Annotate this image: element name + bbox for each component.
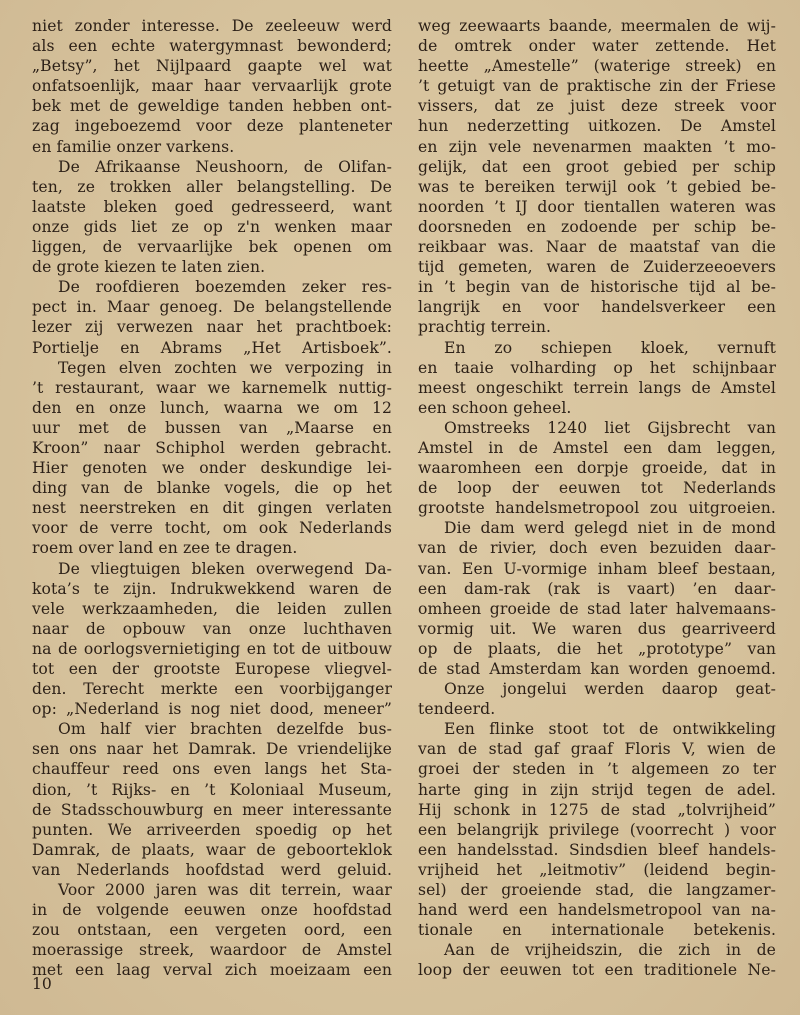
- text-line: zag ingeboezemd voor deze planteneter: [32, 117, 392, 136]
- text-line: uur met de bussen van „Maarse en: [32, 418, 392, 437]
- text-line: de Stadsschouwburg en meer interessante: [32, 800, 392, 819]
- text-line: Kroon” naar Schiphol werden gebracht.: [32, 438, 392, 457]
- text-line: vissers, dat ze juist deze streek voor: [418, 97, 776, 116]
- text-line: Onze jongelui werden daarop geat-: [444, 680, 776, 699]
- text-line: van. Een U-vormige inham bleef bestaan,: [418, 559, 776, 578]
- text-line: sen ons naar het Damrak. De vriendelijke: [32, 740, 392, 759]
- right-text-column: [418, 16, 776, 981]
- text-line: punten. We arriveerden spoedig op het: [32, 820, 392, 839]
- text-line: dion, ’t Rijks- en ’t Koloniaal Museum,: [32, 780, 392, 799]
- text-line: heette „Amestelle” (waterige streek) en: [418, 57, 776, 76]
- text-line: meest ongeschikt terrein langs de Amstel: [418, 378, 776, 397]
- text-line: een belangrijk privilege (voorrecht ) voor: [418, 820, 776, 839]
- text-line: Tegen elven zochten we verpozing in: [58, 358, 392, 377]
- text-line: ding van de blanke vogels, die op het: [32, 479, 392, 498]
- text-line: voor de verre tocht, om ook Nederlands: [32, 519, 392, 538]
- text-line: prachtig terrein.: [418, 318, 552, 337]
- text-line: omheen groeide de stad later halvemaans-: [418, 599, 776, 618]
- text-line: „Betsy”, het Nijlpaard gaapte wel wat: [32, 57, 392, 76]
- text-line: een handelsstad. Sindsdien bleef handels-: [418, 840, 776, 859]
- text-line: een dam-rak (rak is vaart) ’en daar-: [418, 579, 776, 598]
- text-line: langrijk en voor handelsverkeer een: [418, 298, 776, 317]
- text-line: De Afrikaanse Neushoorn, de Olifan-: [58, 157, 392, 176]
- text-line: loop der eeuwen tot een traditionele Ne-: [418, 961, 776, 980]
- text-line: ’t restaurant, waar we karnemelk nuttig-: [32, 378, 392, 397]
- text-line: tionale en internationale betekenis.: [418, 921, 776, 940]
- text-line: en taaie volharding op het schijnbaar: [418, 358, 776, 377]
- text-line: ’t getuigt van de praktische zin der Friese: [418, 77, 776, 96]
- text-line: grootste handelsmetropool zou uitgroeien.: [418, 499, 776, 518]
- text-line: van de rivier, doch even bezuiden daar-: [418, 539, 776, 558]
- text-line: Voor 2000 jaren was dit terrein, waar: [58, 881, 392, 900]
- text-line: in ’t begin van de historische tijd al be-: [418, 278, 776, 297]
- text-line: weg zeewaarts baande, meermalen de wij-: [418, 17, 776, 35]
- text-line: een schoon geheel.: [418, 398, 572, 417]
- text-line: Omstreeks 1240 liet Gijsbrecht van: [444, 418, 776, 437]
- text-line: de grote kiezen te laten zien.: [32, 258, 266, 277]
- text-line: op de plaats, die het „prototype” van: [418, 639, 776, 658]
- text-line: tijd gemeten, waren de Zuiderzeeoevers: [418, 258, 776, 277]
- text-line: vele werkzaamheden, die leiden zullen: [32, 599, 392, 618]
- page-number: 10: [32, 975, 52, 993]
- text-line: zou ontstaan, een vergeten oord, een: [32, 921, 392, 940]
- text-line: liggen, de vervaarlijke bek openen om: [32, 238, 392, 257]
- left-text-column: [32, 16, 392, 981]
- text-line: lezer zij verwezen naar het prachtboek:: [32, 318, 392, 337]
- text-line: en zijn vele nevenarmen maakten ’t mo-: [418, 137, 776, 156]
- text-line: van de stad gaf graaf Floris V, wien de: [418, 740, 776, 759]
- text-line: De roofdieren boezemden zeker res-: [58, 278, 392, 297]
- text-line: Een flinke stoot tot de ontwikkeling: [444, 720, 776, 739]
- text-line: in de volgende eeuwen onze hoofdstad: [32, 901, 392, 920]
- text-line: chauffeur reed ons even langs het Sta-: [32, 760, 392, 779]
- text-line: Hier genoten we onder deskundige lei-: [32, 459, 392, 478]
- text-line: Om half vier brachten dezelfde bus-: [58, 720, 392, 739]
- text-line: tot een der grootste Europese vliegvel-: [32, 660, 392, 678]
- text-line: waaromheen een dorpje groeide, dat in: [418, 459, 776, 478]
- text-line: niet zonder interesse. De zeeleeuw werd: [32, 17, 392, 35]
- text-line: doorsneden en zodoende per schip be-: [418, 217, 776, 236]
- text-line: reikbaar was. Naar de maatstaf van die: [418, 238, 776, 257]
- text-line: groei der steden in ’t algemeen zo ter: [418, 760, 776, 779]
- text-line: nest neerstreken en dit gingen verlaten: [32, 499, 392, 518]
- text-line: vrijheid het „leitmotiv” (leidend begin-: [418, 860, 776, 879]
- text-line: laatste bleken goed gedresseerd, want: [32, 197, 392, 216]
- text-line: den en onze lunch, waarna we om 12: [32, 398, 392, 417]
- text-line: gelijk, dat een groot gebied per schip: [418, 157, 776, 176]
- text-line: kota’s te zijn. Indrukwekkend waren de: [32, 579, 392, 598]
- text-line: naar de opbouw van onze luchthaven: [32, 619, 392, 638]
- text-line: hand werd een handelsmetropool van na-: [418, 901, 776, 920]
- text-line: de loop der eeuwen tot Nederlands: [418, 479, 776, 498]
- text-line: noorden ’t IJ door tientallen wateren was: [418, 197, 776, 216]
- text-line: onze gids liet ze op z'n wenken maar: [32, 217, 392, 236]
- text-line: met een laag verval zich moeizaam een: [32, 961, 392, 980]
- text-line: de stad Amsterdam kan worden genoemd.: [418, 660, 776, 678]
- text-line: hun nederzetting uitkozen. De Amstel: [418, 117, 776, 136]
- text-line: van Nederlands hoofdstad werd geluid.: [32, 860, 392, 879]
- text-line: den. Terecht merkte een voorbijganger: [32, 680, 392, 699]
- text-line: Hij schonk in 1275 de stad „tolvrijheid”: [418, 800, 776, 819]
- text-line: vormig uit. We waren dus gearriveerd: [418, 619, 776, 638]
- text-line: Damrak, de plaats, waar de geboorteklok: [32, 840, 392, 859]
- text-line: ten, ze trokken aller belangstelling. De: [32, 177, 392, 196]
- text-line: Portielje en Abrams „Het Artisboek”.: [32, 338, 392, 357]
- text-line: op: „Nederland is nog niet dood, meneer”: [32, 700, 392, 719]
- text-line: na de oorlogsvernietiging en tot de uitbouw: [32, 639, 392, 658]
- text-line: moerassige streek, waardoor de Amstel: [32, 941, 392, 960]
- text-line: en familie onzer varkens.: [32, 137, 235, 156]
- text-line: Amstel in de Amstel een dam leggen,: [418, 438, 776, 457]
- text-line: was te bereiken terwijl ook ’t gebied be-: [418, 177, 776, 196]
- text-line: roem over land en zee te dragen.: [32, 539, 298, 558]
- text-line: Die dam werd gelegd niet in de mond: [444, 519, 776, 538]
- text-line: sel) der groeiende stad, die langzamer-: [418, 881, 776, 900]
- text-line: bek met de geweldige tanden hebben ont-: [32, 97, 392, 116]
- text-line: als een echte watergymnast bewonderd;: [32, 37, 392, 56]
- text-line: de omtrek onder water zettende. Het: [418, 37, 776, 56]
- text-line: De vliegtuigen bleken overwegend Da-: [58, 559, 392, 578]
- text-line: tendeerd.: [418, 700, 496, 719]
- text-line: En zo schiepen kloek, vernuft: [444, 338, 776, 357]
- text-line: onfatsoenlijk, maar haar vervaarlijk grote: [32, 77, 392, 96]
- text-line: harte ging in zijn strijd tegen de adel.: [418, 780, 776, 799]
- text-line: pect in. Maar genoeg. De belangstellende: [32, 298, 392, 317]
- text-line: Aan de vrijheidszin, die zich in de: [444, 941, 776, 960]
